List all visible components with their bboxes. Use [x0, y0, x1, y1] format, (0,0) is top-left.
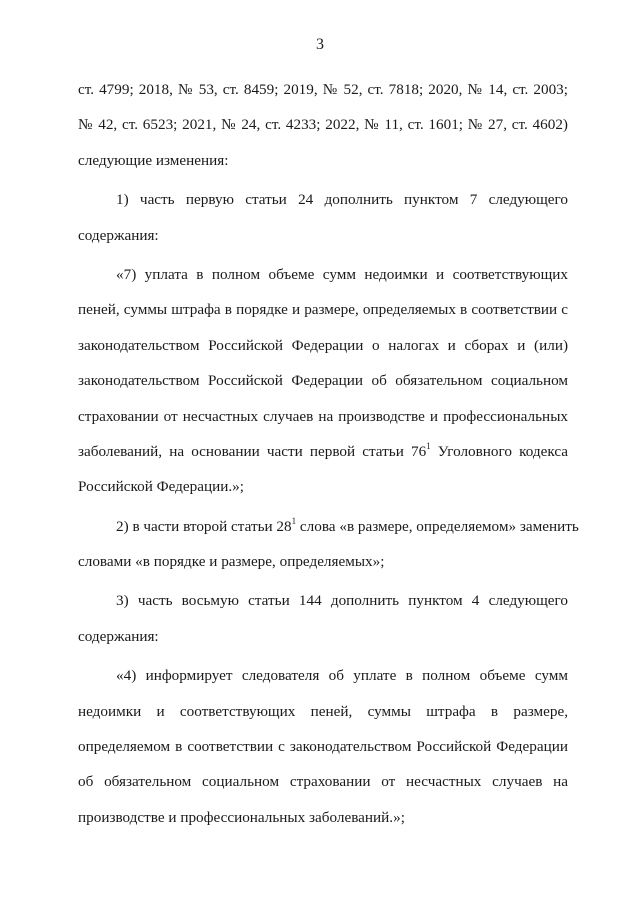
text-line: словами «в порядке и размере, определяемых»;: [78, 553, 385, 571]
text-line: [78, 439, 568, 474]
text-fragment: слова «в размере, определяемом» заменить: [296, 517, 579, 535]
text-line: об обязательном социальном страховании от несчастных случаев на: [78, 773, 568, 791]
quoted-item-7: «7) уплата в полном объеме сумм недоимки и соответствующих: [116, 265, 568, 283]
document-body: [78, 77, 579, 840]
text-fragment: 2) в части второй статьи 28: [116, 517, 292, 535]
text-line: Российской Федерации.»;: [78, 478, 244, 496]
text-line: пеней, суммы штрафа в порядке и размере, определяемых в соответствии с: [78, 301, 568, 319]
superscript: 1: [291, 515, 297, 526]
text-line: законодательством Российской Федерации об обязательном социальном: [78, 372, 568, 390]
text-line: № 42, ст. 6523; 2021, № 24, ст. 4233; 2022, № 11, ст. 1601; № 27, ст. 4602): [78, 116, 568, 134]
text-line: содержания:: [78, 226, 159, 244]
text-line: недоимки и соответствующих пеней, суммы штрафа в размере,: [78, 702, 568, 720]
text-line: законодательством Российской Федерации о налогах и сборах и (или): [78, 336, 568, 354]
text-line: страховании от несчастных случаев на производстве и профессиональных: [78, 407, 568, 425]
text-fragment: Уголовного кодекса: [430, 442, 568, 460]
list-item-1: 1) часть первую статьи 24 дополнить пунктом 7 следующего: [116, 191, 568, 209]
list-item-3: 3) часть восьмую статьи 144 дополнить пунктом 4 следующего: [116, 592, 568, 610]
page-number: 3: [316, 36, 324, 53]
text-line: следующие изменения:: [78, 151, 229, 169]
text-line: ст. 4799; 2018, № 53, ст. 8459; 2019, № 52, ст. 7818; 2020, № 14, ст. 2003;: [78, 81, 568, 98]
quoted-item-4: «4) информирует следователя об уплате в полном объеме сумм: [116, 667, 568, 685]
list-item-2: [78, 514, 579, 549]
text-line: производстве и профессиональных заболеваний.»;: [78, 808, 405, 826]
text-fragment: заболеваний, на основании части первой статьи 76: [78, 442, 427, 460]
text-line: определяемом в соответствии с законодательством Российской Федерации: [78, 738, 568, 756]
text-line: содержания:: [78, 627, 159, 645]
superscript: 1: [426, 440, 431, 451]
